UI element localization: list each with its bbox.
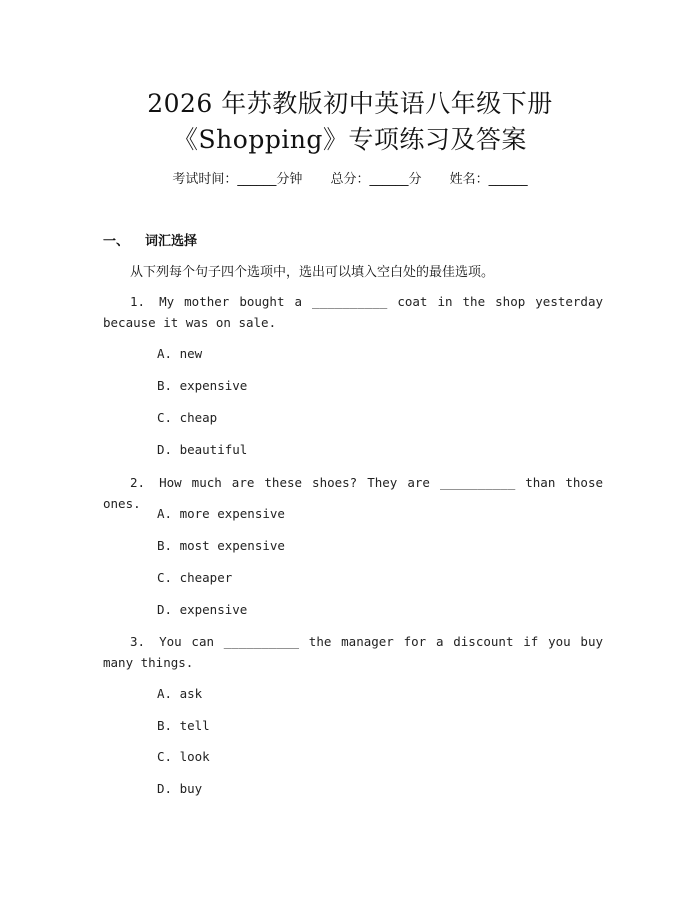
question-text: My mother bought a __________ coat in the shop yesterday because it was on sale. bbox=[103, 294, 603, 330]
total-score: 总分：______分 bbox=[330, 172, 422, 187]
question-number: 1. bbox=[130, 294, 146, 309]
option-3d: D. buy bbox=[157, 781, 203, 796]
option-1a: A. new bbox=[157, 346, 203, 361]
exam-meta bbox=[0, 168, 700, 187]
option-3a: A. ask bbox=[157, 686, 203, 701]
option-1d: D. beautiful bbox=[157, 442, 248, 457]
option-1c: C. cheap bbox=[157, 410, 218, 425]
option-2a: A. more expensive bbox=[157, 506, 285, 521]
question-text: You can __________ the manager for a discount if you buy many things. bbox=[103, 634, 603, 670]
title-line-1: 2026 年苏教版初中英语八年级下册 bbox=[147, 89, 553, 118]
section-title: 词汇选择 bbox=[145, 234, 198, 249]
question-3 bbox=[103, 631, 603, 673]
section-instruction: 从下列每个句子四个选项中，选出可以填入空白处的最佳选项。 bbox=[130, 265, 495, 280]
question-1 bbox=[103, 291, 603, 333]
question-text: How much are these shoes? They are __________ than those ones. bbox=[103, 475, 603, 511]
option-3c: C. look bbox=[157, 749, 210, 764]
option-1b: B. expensive bbox=[157, 378, 248, 393]
option-3b: B. tell bbox=[157, 718, 210, 733]
exam-time: 考试时间：______分钟 bbox=[172, 172, 303, 187]
option-2c: C. cheaper bbox=[157, 570, 233, 585]
question-number: 3. bbox=[130, 634, 146, 649]
title-line-2: 《Shopping》专项练习及答案 bbox=[173, 125, 527, 154]
option-2b: B. most expensive bbox=[157, 538, 285, 553]
section-number: 一、 bbox=[103, 234, 130, 249]
question-number: 2. bbox=[130, 475, 146, 490]
section-heading bbox=[103, 230, 197, 249]
student-name: 姓名：______ bbox=[449, 172, 528, 187]
option-2d: D. expensive bbox=[157, 602, 248, 617]
